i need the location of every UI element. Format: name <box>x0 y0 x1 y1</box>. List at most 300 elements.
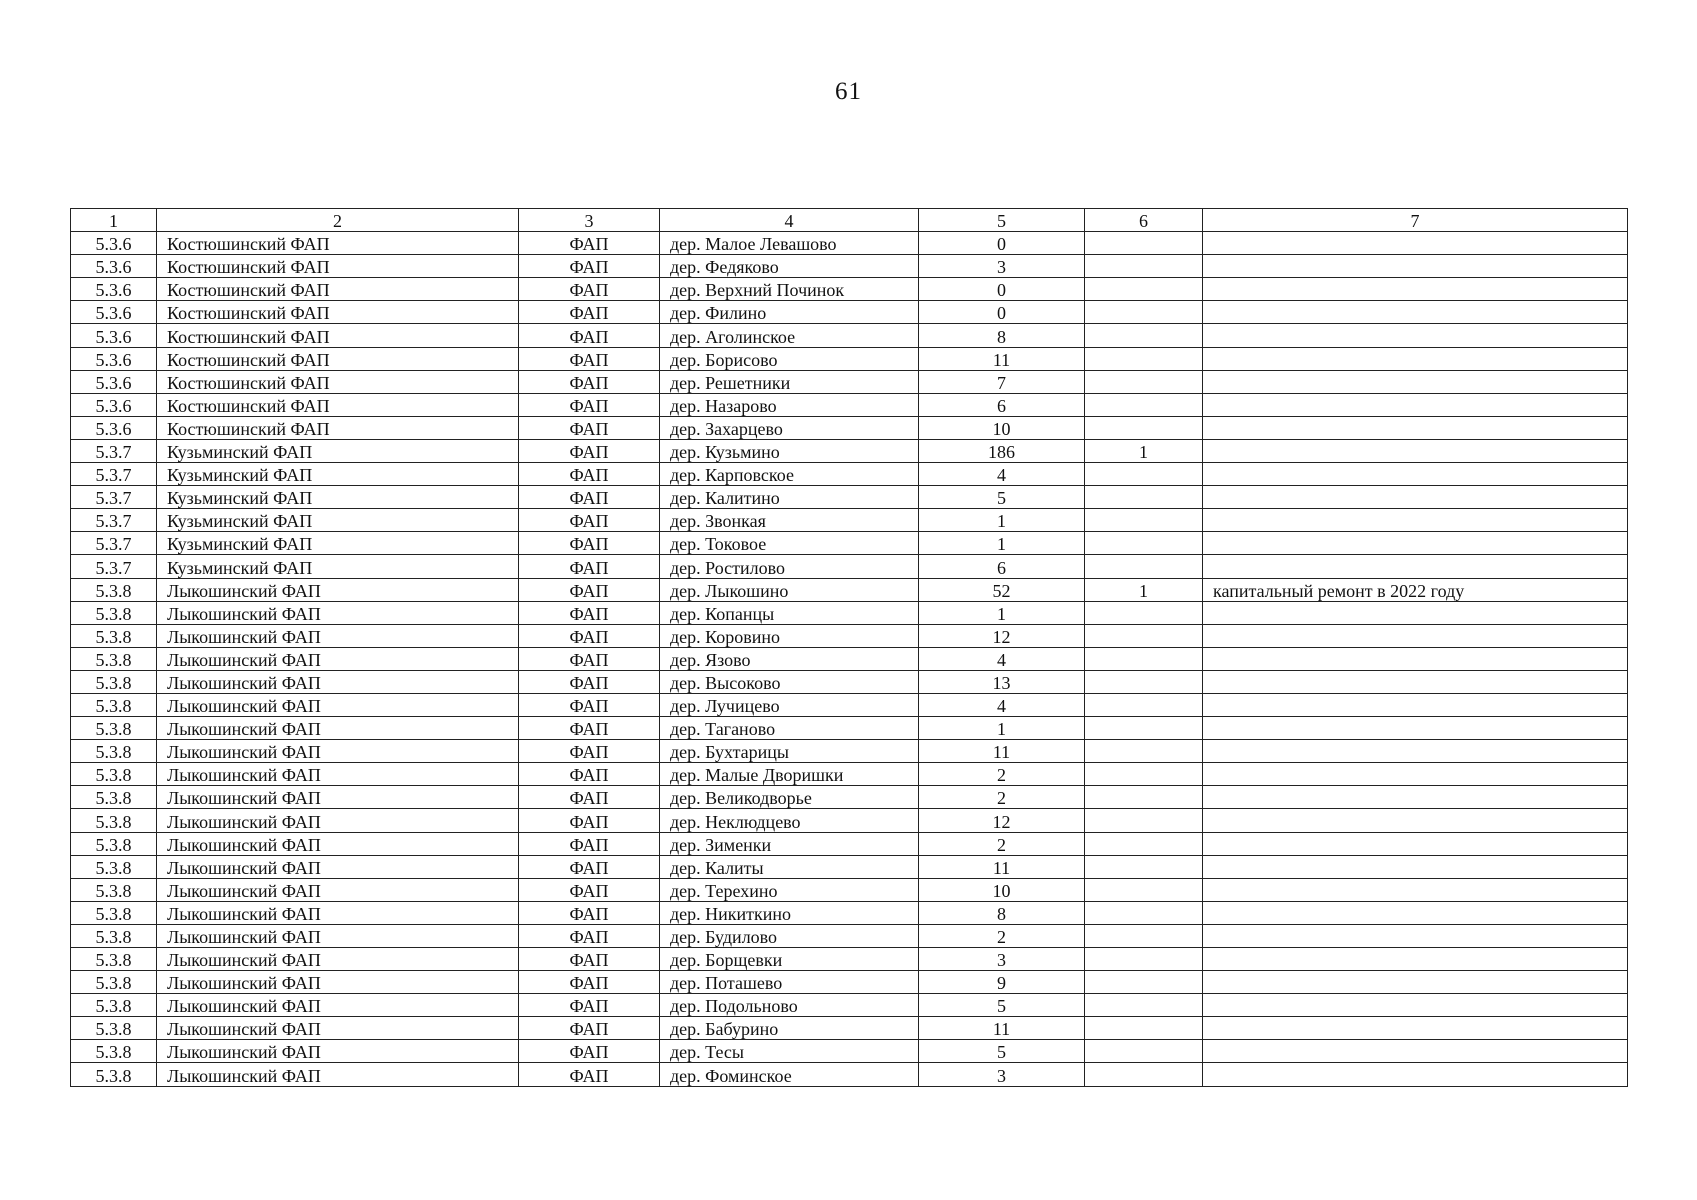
count-cell: 6 <box>919 555 1085 578</box>
table-row <box>71 1040 1628 1063</box>
column-6-cell <box>1085 693 1203 716</box>
count-cell: 52 <box>919 578 1085 601</box>
facility-name-cell: Лыкошинский ФАП <box>157 763 519 786</box>
table-row <box>71 878 1628 901</box>
count-cell: 0 <box>919 232 1085 255</box>
row-number-cell: 5.3.8 <box>71 763 157 786</box>
facility-name-cell: Лыкошинский ФАП <box>157 1017 519 1040</box>
facility-type-cell: ФАП <box>519 278 660 301</box>
table-row <box>71 901 1628 924</box>
table-header-row <box>71 209 1628 232</box>
facility-type-cell: ФАП <box>519 324 660 347</box>
settlement-cell: дер. Копанцы <box>660 601 919 624</box>
table-row <box>71 301 1628 324</box>
facility-type-cell: ФАП <box>519 509 660 532</box>
count-cell: 3 <box>919 948 1085 971</box>
count-cell: 2 <box>919 786 1085 809</box>
count-cell: 1 <box>919 717 1085 740</box>
facility-type-cell: ФАП <box>519 763 660 786</box>
column-6-cell <box>1085 416 1203 439</box>
table-row <box>71 832 1628 855</box>
column-6-cell <box>1085 301 1203 324</box>
facility-name-cell: Лыкошинский ФАП <box>157 924 519 947</box>
settlement-cell: дер. Лыкошино <box>660 578 919 601</box>
column-6-cell <box>1085 624 1203 647</box>
table-row <box>71 532 1628 555</box>
facility-type-cell: ФАП <box>519 393 660 416</box>
row-number-cell: 5.3.8 <box>71 855 157 878</box>
table-row <box>71 416 1628 439</box>
count-cell: 186 <box>919 439 1085 462</box>
row-number-cell: 5.3.8 <box>71 1040 157 1063</box>
facility-name-cell: Костюшинский ФАП <box>157 393 519 416</box>
facility-type-cell: ФАП <box>519 740 660 763</box>
note-cell <box>1203 555 1628 578</box>
facility-name-cell: Кузьминский ФАП <box>157 486 519 509</box>
row-number-cell: 5.3.6 <box>71 301 157 324</box>
settlement-cell: дер. Решетники <box>660 370 919 393</box>
count-cell: 8 <box>919 901 1085 924</box>
row-number-cell: 5.3.8 <box>71 786 157 809</box>
row-number-cell: 5.3.8 <box>71 809 157 832</box>
settlement-cell: дер. Будилово <box>660 924 919 947</box>
count-cell: 12 <box>919 809 1085 832</box>
column-6-cell: 1 <box>1085 439 1203 462</box>
column-6-cell <box>1085 786 1203 809</box>
column-6-cell <box>1085 1063 1203 1086</box>
row-number-cell: 5.3.8 <box>71 624 157 647</box>
note-cell <box>1203 763 1628 786</box>
row-number-cell: 5.3.8 <box>71 971 157 994</box>
column-6-cell <box>1085 347 1203 370</box>
note-cell <box>1203 278 1628 301</box>
facility-type-cell: ФАП <box>519 693 660 716</box>
settlement-cell: дер. Подольново <box>660 994 919 1017</box>
table-row <box>71 1017 1628 1040</box>
facility-type-cell: ФАП <box>519 232 660 255</box>
row-number-cell: 5.3.7 <box>71 486 157 509</box>
column-6-cell <box>1085 670 1203 693</box>
facility-name-cell: Лыкошинский ФАП <box>157 948 519 971</box>
settlement-cell: дер. Неклюдцево <box>660 809 919 832</box>
facility-name-cell: Костюшинский ФАП <box>157 255 519 278</box>
column-header: 6 <box>1085 209 1203 232</box>
row-number-cell: 5.3.7 <box>71 555 157 578</box>
row-number-cell: 5.3.8 <box>71 717 157 740</box>
table-row <box>71 439 1628 462</box>
note-cell <box>1203 832 1628 855</box>
column-6-cell <box>1085 948 1203 971</box>
facility-type-cell: ФАП <box>519 463 660 486</box>
facility-name-cell: Лыкошинский ФАП <box>157 740 519 763</box>
settlement-cell: дер. Борисово <box>660 347 919 370</box>
facility-name-cell: Лыкошинский ФАП <box>157 717 519 740</box>
note-cell <box>1203 878 1628 901</box>
count-cell: 3 <box>919 1063 1085 1086</box>
table-row <box>71 370 1628 393</box>
note-cell <box>1203 370 1628 393</box>
note-cell <box>1203 901 1628 924</box>
table-row <box>71 948 1628 971</box>
settlement-cell: дер. Малое Левашово <box>660 232 919 255</box>
table-row <box>71 278 1628 301</box>
note-cell <box>1203 994 1628 1017</box>
facility-name-cell: Лыкошинский ФАП <box>157 994 519 1017</box>
facility-name-cell: Лыкошинский ФАП <box>157 578 519 601</box>
settlement-cell: дер. Зименки <box>660 832 919 855</box>
facility-name-cell: Кузьминский ФАП <box>157 555 519 578</box>
count-cell: 11 <box>919 347 1085 370</box>
table-row <box>71 693 1628 716</box>
facility-type-cell: ФАП <box>519 370 660 393</box>
column-6-cell <box>1085 740 1203 763</box>
settlement-cell: дер. Никиткино <box>660 901 919 924</box>
table-row <box>71 809 1628 832</box>
note-cell <box>1203 786 1628 809</box>
row-number-cell: 5.3.7 <box>71 463 157 486</box>
table-row <box>71 232 1628 255</box>
settlement-cell: дер. Калитино <box>660 486 919 509</box>
table-row <box>71 601 1628 624</box>
count-cell: 4 <box>919 463 1085 486</box>
facility-name-cell: Костюшинский ФАП <box>157 278 519 301</box>
count-cell: 9 <box>919 971 1085 994</box>
table-row <box>71 1063 1628 1086</box>
settlement-cell: дер. Карповское <box>660 463 919 486</box>
column-6-cell <box>1085 1017 1203 1040</box>
table-row <box>71 763 1628 786</box>
table-row <box>71 578 1628 601</box>
facility-name-cell: Костюшинский ФАП <box>157 370 519 393</box>
facility-type-cell: ФАП <box>519 416 660 439</box>
settlement-cell: дер. Таганово <box>660 717 919 740</box>
row-number-cell: 5.3.6 <box>71 370 157 393</box>
column-6-cell <box>1085 509 1203 532</box>
settlement-cell: дер. Язово <box>660 647 919 670</box>
facility-name-cell: Лыкошинский ФАП <box>157 901 519 924</box>
table-row <box>71 647 1628 670</box>
note-cell <box>1203 486 1628 509</box>
settlement-cell: дер. Ростилово <box>660 555 919 578</box>
facility-name-cell: Костюшинский ФАП <box>157 416 519 439</box>
facility-type-cell: ФАП <box>519 670 660 693</box>
settlements-table <box>70 208 1628 1087</box>
facility-type-cell: ФАП <box>519 578 660 601</box>
count-cell: 3 <box>919 255 1085 278</box>
facility-type-cell: ФАП <box>519 832 660 855</box>
settlement-cell: дер. Коровино <box>660 624 919 647</box>
settlement-cell: дер. Лучицево <box>660 693 919 716</box>
count-cell: 10 <box>919 878 1085 901</box>
note-cell <box>1203 232 1628 255</box>
table-row <box>71 740 1628 763</box>
settlement-cell: дер. Назарово <box>660 393 919 416</box>
column-6-cell <box>1085 370 1203 393</box>
table-row <box>71 555 1628 578</box>
note-cell <box>1203 809 1628 832</box>
facility-name-cell: Кузьминский ФАП <box>157 532 519 555</box>
facility-name-cell: Лыкошинский ФАП <box>157 832 519 855</box>
facility-name-cell: Лыкошинский ФАП <box>157 809 519 832</box>
row-number-cell: 5.3.8 <box>71 670 157 693</box>
facility-type-cell: ФАП <box>519 948 660 971</box>
column-6-cell <box>1085 971 1203 994</box>
table-row <box>71 670 1628 693</box>
facility-type-cell: ФАП <box>519 809 660 832</box>
facility-type-cell: ФАП <box>519 1040 660 1063</box>
facility-name-cell: Лыкошинский ФАП <box>157 1063 519 1086</box>
note-cell <box>1203 439 1628 462</box>
facility-type-cell: ФАП <box>519 601 660 624</box>
count-cell: 1 <box>919 601 1085 624</box>
count-cell: 13 <box>919 670 1085 693</box>
column-6-cell <box>1085 855 1203 878</box>
note-cell <box>1203 1017 1628 1040</box>
count-cell: 2 <box>919 924 1085 947</box>
settlement-cell: дер. Фоминское <box>660 1063 919 1086</box>
facility-name-cell: Костюшинский ФАП <box>157 232 519 255</box>
settlement-cell: дер. Терехино <box>660 878 919 901</box>
settlement-cell: дер. Калиты <box>660 855 919 878</box>
count-cell: 5 <box>919 994 1085 1017</box>
settlement-cell: дер. Великодворье <box>660 786 919 809</box>
facility-type-cell: ФАП <box>519 1017 660 1040</box>
count-cell: 10 <box>919 416 1085 439</box>
note-cell <box>1203 393 1628 416</box>
facility-name-cell: Костюшинский ФАП <box>157 324 519 347</box>
count-cell: 0 <box>919 278 1085 301</box>
table-row <box>71 994 1628 1017</box>
column-6-cell <box>1085 486 1203 509</box>
row-number-cell: 5.3.8 <box>71 647 157 670</box>
count-cell: 11 <box>919 1017 1085 1040</box>
settlement-cell: дер. Захарцево <box>660 416 919 439</box>
note-cell <box>1203 924 1628 947</box>
row-number-cell: 5.3.6 <box>71 255 157 278</box>
facility-type-cell: ФАП <box>519 301 660 324</box>
table-row <box>71 509 1628 532</box>
column-header: 4 <box>660 209 919 232</box>
table-row <box>71 393 1628 416</box>
count-cell: 11 <box>919 855 1085 878</box>
column-6-cell <box>1085 232 1203 255</box>
facility-name-cell: Лыкошинский ФАП <box>157 693 519 716</box>
facility-type-cell: ФАП <box>519 786 660 809</box>
row-number-cell: 5.3.8 <box>71 832 157 855</box>
facility-name-cell: Лыкошинский ФАП <box>157 624 519 647</box>
note-cell <box>1203 971 1628 994</box>
column-6-cell <box>1085 647 1203 670</box>
note-cell <box>1203 717 1628 740</box>
note-cell <box>1203 855 1628 878</box>
facility-type-cell: ФАП <box>519 439 660 462</box>
note-cell <box>1203 624 1628 647</box>
note-cell <box>1203 324 1628 347</box>
facility-name-cell: Лыкошинский ФАП <box>157 647 519 670</box>
note-cell <box>1203 740 1628 763</box>
count-cell: 6 <box>919 393 1085 416</box>
facility-name-cell: Костюшинский ФАП <box>157 301 519 324</box>
column-header: 5 <box>919 209 1085 232</box>
column-6-cell <box>1085 832 1203 855</box>
column-header: 1 <box>71 209 157 232</box>
facility-name-cell: Лыкошинский ФАП <box>157 971 519 994</box>
facility-name-cell: Лыкошинский ФАП <box>157 601 519 624</box>
table-row <box>71 324 1628 347</box>
settlement-cell: дер. Токовое <box>660 532 919 555</box>
facility-name-cell: Лыкошинский ФАП <box>157 786 519 809</box>
settlement-cell: дер. Тесы <box>660 1040 919 1063</box>
row-number-cell: 5.3.6 <box>71 347 157 370</box>
note-cell <box>1203 670 1628 693</box>
column-6-cell <box>1085 463 1203 486</box>
facility-name-cell: Лыкошинский ФАП <box>157 1040 519 1063</box>
row-number-cell: 5.3.8 <box>71 948 157 971</box>
table-row <box>71 971 1628 994</box>
column-6-cell <box>1085 555 1203 578</box>
table-row <box>71 717 1628 740</box>
column-6-cell <box>1085 924 1203 947</box>
table-row <box>71 255 1628 278</box>
facility-type-cell: ФАП <box>519 901 660 924</box>
row-number-cell: 5.3.8 <box>71 901 157 924</box>
note-cell <box>1203 301 1628 324</box>
note-cell <box>1203 255 1628 278</box>
row-number-cell: 5.3.6 <box>71 416 157 439</box>
table-row <box>71 347 1628 370</box>
facility-type-cell: ФАП <box>519 971 660 994</box>
facility-type-cell: ФАП <box>519 994 660 1017</box>
table-row <box>71 855 1628 878</box>
count-cell: 8 <box>919 324 1085 347</box>
count-cell: 5 <box>919 1040 1085 1063</box>
facility-name-cell: Костюшинский ФАП <box>157 347 519 370</box>
row-number-cell: 5.3.8 <box>71 693 157 716</box>
row-number-cell: 5.3.8 <box>71 578 157 601</box>
settlement-cell: дер. Поташево <box>660 971 919 994</box>
row-number-cell: 5.3.8 <box>71 740 157 763</box>
column-6-cell <box>1085 532 1203 555</box>
row-number-cell: 5.3.6 <box>71 232 157 255</box>
note-cell <box>1203 693 1628 716</box>
column-header: 3 <box>519 209 660 232</box>
facility-type-cell: ФАП <box>519 878 660 901</box>
row-number-cell: 5.3.7 <box>71 532 157 555</box>
row-number-cell: 5.3.8 <box>71 1017 157 1040</box>
column-6-cell <box>1085 278 1203 301</box>
facility-type-cell: ФАП <box>519 1063 660 1086</box>
settlement-cell: дер. Филино <box>660 301 919 324</box>
count-cell: 2 <box>919 832 1085 855</box>
table-row <box>71 786 1628 809</box>
count-cell: 4 <box>919 693 1085 716</box>
note-cell <box>1203 647 1628 670</box>
column-6-cell: 1 <box>1085 578 1203 601</box>
row-number-cell: 5.3.6 <box>71 393 157 416</box>
column-6-cell <box>1085 901 1203 924</box>
note-cell <box>1203 416 1628 439</box>
row-number-cell: 5.3.8 <box>71 601 157 624</box>
settlement-cell: дер. Высоково <box>660 670 919 693</box>
page-number: 61 <box>835 78 862 105</box>
note-cell <box>1203 463 1628 486</box>
note-cell <box>1203 948 1628 971</box>
settlement-cell: дер. Звонкая <box>660 509 919 532</box>
column-6-cell <box>1085 878 1203 901</box>
count-cell: 5 <box>919 486 1085 509</box>
note-cell <box>1203 1063 1628 1086</box>
column-6-cell <box>1085 717 1203 740</box>
facility-type-cell: ФАП <box>519 255 660 278</box>
row-number-cell: 5.3.8 <box>71 1063 157 1086</box>
column-6-cell <box>1085 601 1203 624</box>
column-6-cell <box>1085 255 1203 278</box>
facility-type-cell: ФАП <box>519 855 660 878</box>
column-header: 7 <box>1203 209 1628 232</box>
settlement-cell: дер. Малые Дворишки <box>660 763 919 786</box>
note-cell <box>1203 532 1628 555</box>
facility-name-cell: Кузьминский ФАП <box>157 463 519 486</box>
table-row <box>71 924 1628 947</box>
note-cell <box>1203 601 1628 624</box>
settlement-cell: дер. Бабурино <box>660 1017 919 1040</box>
facility-name-cell: Лыкошинский ФАП <box>157 670 519 693</box>
settlement-cell: дер. Аголинское <box>660 324 919 347</box>
count-cell: 11 <box>919 740 1085 763</box>
table-row <box>71 486 1628 509</box>
table-body <box>71 209 1628 1087</box>
row-number-cell: 5.3.8 <box>71 994 157 1017</box>
note-cell <box>1203 347 1628 370</box>
table-row <box>71 463 1628 486</box>
column-6-cell <box>1085 324 1203 347</box>
count-cell: 0 <box>919 301 1085 324</box>
row-number-cell: 5.3.7 <box>71 439 157 462</box>
column-6-cell <box>1085 994 1203 1017</box>
row-number-cell: 5.3.6 <box>71 324 157 347</box>
count-cell: 12 <box>919 624 1085 647</box>
row-number-cell: 5.3.6 <box>71 278 157 301</box>
settlement-cell: дер. Верхний Починок <box>660 278 919 301</box>
facility-type-cell: ФАП <box>519 624 660 647</box>
column-6-cell <box>1085 763 1203 786</box>
column-6-cell <box>1085 393 1203 416</box>
column-6-cell <box>1085 1040 1203 1063</box>
facility-type-cell: ФАП <box>519 717 660 740</box>
facility-name-cell: Лыкошинский ФАП <box>157 855 519 878</box>
count-cell: 1 <box>919 509 1085 532</box>
facility-type-cell: ФАП <box>519 347 660 370</box>
facility-name-cell: Кузьминский ФАП <box>157 439 519 462</box>
note-cell <box>1203 509 1628 532</box>
row-number-cell: 5.3.8 <box>71 924 157 947</box>
row-number-cell: 5.3.7 <box>71 509 157 532</box>
settlement-cell: дер. Федяково <box>660 255 919 278</box>
note-cell <box>1203 1040 1628 1063</box>
count-cell: 2 <box>919 763 1085 786</box>
column-header: 2 <box>157 209 519 232</box>
facility-name-cell: Кузьминский ФАП <box>157 509 519 532</box>
table-row <box>71 624 1628 647</box>
note-cell: капитальный ремонт в 2022 году <box>1203 578 1628 601</box>
count-cell: 1 <box>919 532 1085 555</box>
facility-type-cell: ФАП <box>519 532 660 555</box>
facility-type-cell: ФАП <box>519 647 660 670</box>
count-cell: 7 <box>919 370 1085 393</box>
settlement-cell: дер. Борщевки <box>660 948 919 971</box>
count-cell: 4 <box>919 647 1085 670</box>
facility-type-cell: ФАП <box>519 924 660 947</box>
